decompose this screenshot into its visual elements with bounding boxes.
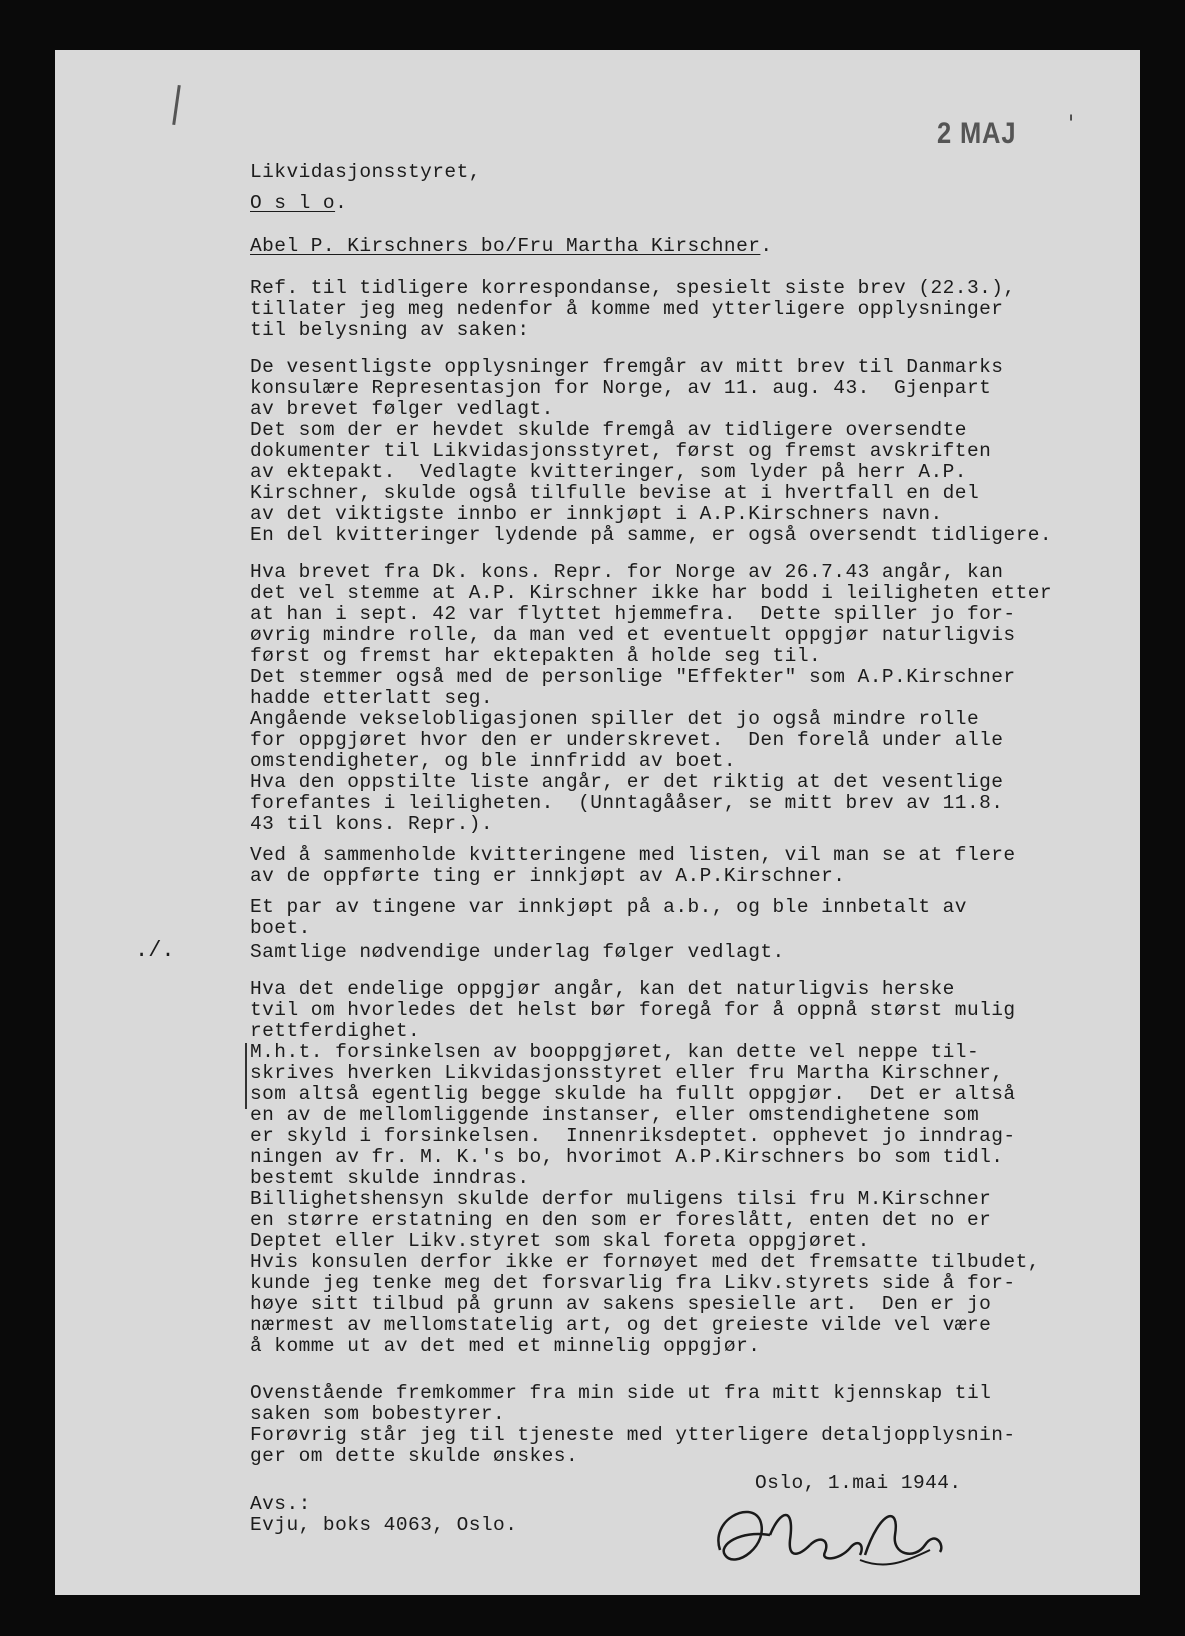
body-line: kunde jeg tenke meg det forsvarlig fra Likv.styrets side å for- xyxy=(250,1272,1016,1294)
body-line: tillater jeg meg nedenfor å komme med ytterligere opplysninger xyxy=(250,298,1004,320)
city-text: O s l o xyxy=(250,192,336,214)
body-line: er skyld i forsinkelsen. Innenriksdeptet. opphevet jo inndrag- xyxy=(250,1125,1016,1147)
body-line: rettferdighet. xyxy=(250,1020,421,1042)
body-line: av ektepakt. Vedlagte kvitteringer, som lyder på herr A.P. xyxy=(250,461,967,483)
body-line: Ovenstående fremkommer fra min side ut fra mitt kjennskap til xyxy=(250,1382,992,1404)
recipient: Likvidasjonsstyret, xyxy=(250,161,481,183)
body-line: bestemt skulde inndras. xyxy=(250,1167,530,1189)
body-line: skrives hverken Likvidasjonsstyret eller fru Martha Kirschner, xyxy=(250,1062,1004,1084)
body-line: dokumenter til Likvidasjonsstyret, først og fremst avskriften xyxy=(250,440,992,462)
body-line: Forøvrig står jeg til tjeneste med ytterligere detaljopplysnin- xyxy=(250,1424,1016,1446)
body-line: M.h.t. forsinkelsen av booppgjøret, kan dette vel neppe til- xyxy=(250,1041,980,1063)
body-line: nærmest av mellomstatelig art, og det greieste vilde vel være xyxy=(250,1314,992,1336)
place-date: Oslo, 1.mai 1944. xyxy=(755,1472,962,1494)
body-line: først og fremst har ektepakten å holde seg til. xyxy=(250,645,822,667)
body-line: Kirschner, skulde også tilfulle bevise at i hvertfall en del xyxy=(250,482,980,504)
body-line: Billighetshensyn skulde derfor muligens tilsi fru M.Kirschner xyxy=(250,1188,992,1210)
body-line: ger om dette skulde ønskes. xyxy=(250,1445,579,1467)
body-line: Angående vekselobligasjonen spiller det jo også mindre rolle xyxy=(250,708,980,730)
body-line: ningen av fr. M. K.'s bo, hvorimot A.P.Kirschners bo som tidl. xyxy=(250,1146,1004,1168)
body-line: en større erstatning en den som er foreslått, enten det no er xyxy=(250,1209,992,1231)
body-line: av de oppførte ting er innkjøpt av A.P.Kirschner. xyxy=(250,865,846,887)
stamp-tick-mark: ' xyxy=(1068,112,1075,137)
recipient-city xyxy=(250,193,347,214)
body-line: Deptet eller Likv.styret som skal foreta oppgjøret. xyxy=(250,1230,870,1252)
body-line: boet. xyxy=(250,917,311,939)
body-line: forefantes i leiligheten. (Unntagååser, se mitt brev av 11.8. xyxy=(250,792,1004,814)
body-line: De vesentligste opplysninger fremgår av mitt brev til Danmarks xyxy=(250,356,1004,378)
enclosure-mark: ./. xyxy=(135,938,175,963)
body-line: som altså egentlig begge skulde ha fullt oppgjør. Det er altså xyxy=(250,1083,1016,1105)
body-line: omstendigheter, og ble innfridd av boet. xyxy=(250,750,737,772)
body-line: Det som der er hevdet skulde fremgå av tidligere oversendte xyxy=(250,419,967,441)
body-line: Det stemmer også med de personlige "Effekter" som A.P.Kirschner xyxy=(250,666,1016,688)
body-line: Hva det endelige oppgjør angår, kan det naturligvis herske xyxy=(250,978,955,1000)
body-line: en av de mellomliggende instanser, eller omstendighetene som xyxy=(250,1104,980,1126)
sender-label: Avs.: xyxy=(250,1493,311,1515)
subject-punct: . xyxy=(760,235,773,257)
body-line: Ref. til tidligere korrespondanse, spesielt siste brev (22.3.), xyxy=(250,277,1016,299)
body-line: høye sitt tilbud på grunn av sakens spesielle art. Den er jo xyxy=(250,1293,992,1315)
handwritten-signature xyxy=(700,1490,980,1590)
body-line: En del kvitteringer lydende på samme, er også oversendt tidligere. xyxy=(250,524,1053,546)
city-punct: . xyxy=(335,192,348,214)
sender-address: Evju, boks 4063, Oslo. xyxy=(250,1514,518,1536)
body-line: Samtlige nødvendige underlag følger vedlagt. xyxy=(250,941,785,963)
body-line: øvrig mindre rolle, da man ved et eventuelt oppgjør naturligvis xyxy=(250,624,1016,646)
body-line: Hva brevet fra Dk. kons. Repr. for Norge av 26.7.43 angår, kan xyxy=(250,561,1004,583)
body-line: 43 til kons. Repr.). xyxy=(250,813,494,835)
body-line: tvil om hvorledes det helst bør foregå for å oppnå størst mulig xyxy=(250,999,1016,1021)
received-stamp: 2 MAJ xyxy=(937,117,1017,150)
subject-text: Abel P. Kirschners bo/Fru Martha Kirschner xyxy=(250,235,761,257)
subject-line xyxy=(250,236,773,257)
body-line: Ved å sammenholde kvitteringene med listen, vil man se at flere xyxy=(250,844,1016,866)
margin-bracket xyxy=(245,1043,247,1109)
body-line: saken som bobestyrer. xyxy=(250,1403,506,1425)
body-line: av brevet følger vedlagt. xyxy=(250,398,554,420)
body-line: konsulære Representasjon for Norge, av 11. aug. 43. Gjenpart xyxy=(250,377,992,399)
body-line: hadde etterlatt seg. xyxy=(250,687,494,709)
body-line: det vel stemme at A.P. Kirschner ikke har bodd i leiligheten etter xyxy=(250,582,1053,604)
body-line: at han i sept. 42 var flyttet hjemmefra. Dette spiller jo for- xyxy=(250,603,1016,625)
body-line: å komme ut av det med et minnelig oppgjør. xyxy=(250,1335,761,1357)
body-line: Hvis konsulen derfor ikke er fornøyet med det fremsatte tilbudet, xyxy=(250,1251,1040,1273)
body-line: for oppgjøret hvor den er underskrevet. Den forelå under alle xyxy=(250,729,1004,751)
body-line: Et par av tingene var innkjøpt på a.b., og ble innbetalt av xyxy=(250,896,967,918)
body-line: av det viktigste innbo er innkjøpt i A.P.Kirschners navn. xyxy=(250,503,943,525)
body-line: Hva den oppstilte liste angår, er det riktig at det vesentlige xyxy=(250,771,1004,793)
body-line: til belysning av saken: xyxy=(250,319,530,341)
